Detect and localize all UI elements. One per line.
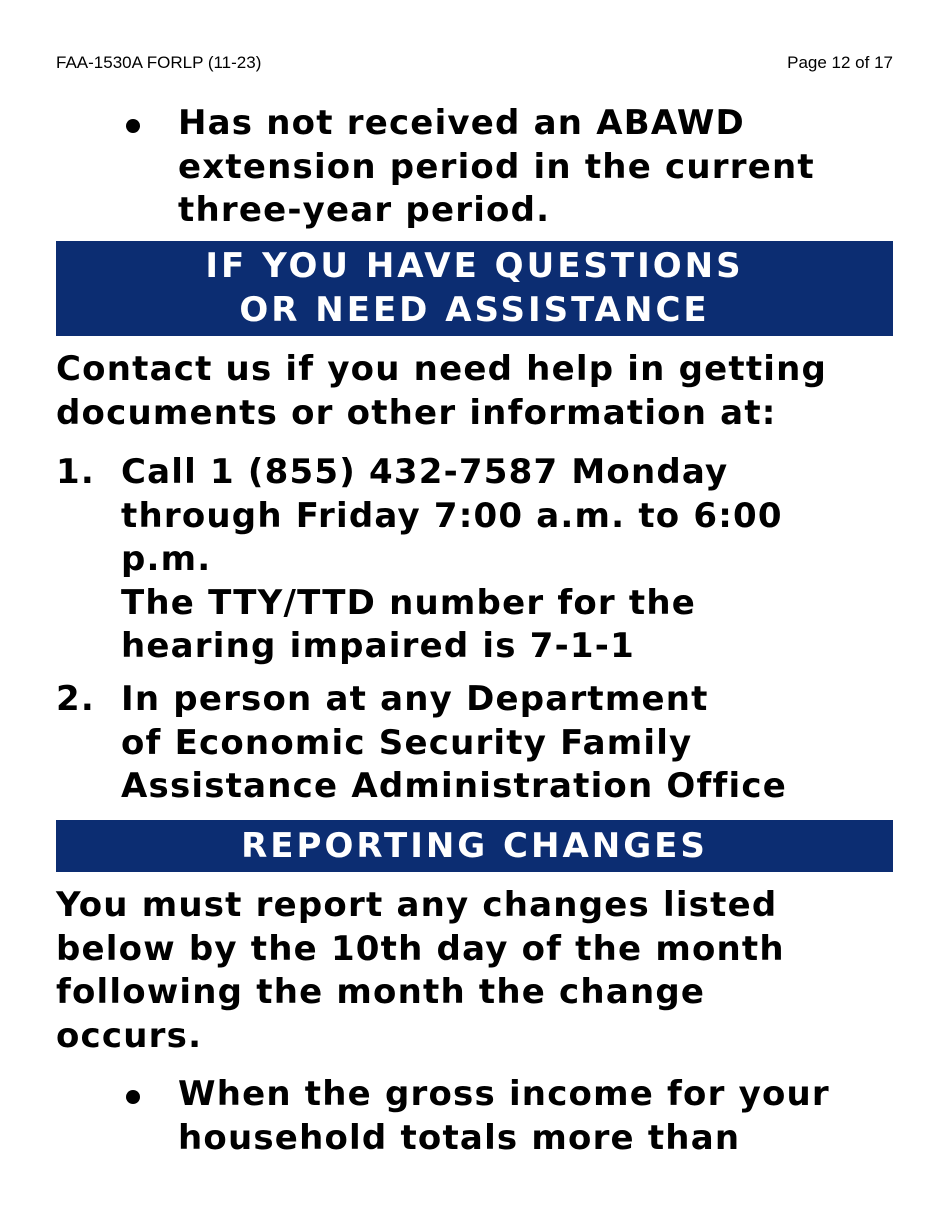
text-line: following the month the change [56,972,706,1013]
bullet-icon [126,119,140,133]
page-number: Page 12 of 17 [787,53,893,72]
text-line: hearing impaired is 7-1-1 [121,626,635,667]
text-line: of Economic Security Family [121,722,693,763]
banner-line: OR NEED ASSISTANCE [239,290,710,330]
text-line: In person at any Department [121,679,709,719]
contact-item-phone [121,451,783,669]
bullet-item-abawd [178,102,815,233]
text-line: The TTY/TTD number for the [121,582,697,623]
section-banner-reporting: REPORTING CHANGES [56,820,893,872]
text-line: three-year period. [178,190,551,231]
bullet-icon [126,1090,140,1104]
list-number: 2. [56,679,95,719]
text-line: household totals more than [178,1117,741,1158]
section-banner-questions [56,241,893,336]
bullet-item-gross-income [178,1073,830,1160]
list-number: 1. [56,452,95,492]
text-line: Has not received an ABAWD [178,103,745,143]
contact-intro [56,348,827,435]
text-line: documents or other information at: [56,392,777,433]
text-line: When the gross income for your [178,1074,830,1114]
text-line: p.m. [121,539,212,580]
banner-line: IF YOU HAVE QUESTIONS [205,246,744,286]
text-line: You must report any changes listed [56,885,778,925]
text-line: Assistance Administration Office [121,766,787,807]
contact-item-in-person [121,678,787,809]
text-line: Call 1 (855) 432-7587 Monday [121,452,729,492]
reporting-intro [56,884,785,1058]
text-line: extension period in the current [178,146,815,187]
text-line: Contact us if you need help in getting [56,349,828,389]
text-line: through Friday 7:00 a.m. to 6:00 [121,495,783,536]
form-id: FAA-1530A FORLP (11-23) [56,53,262,72]
text-line: below by the 10th day of the month [56,928,785,969]
text-line: occurs. [56,1015,203,1056]
